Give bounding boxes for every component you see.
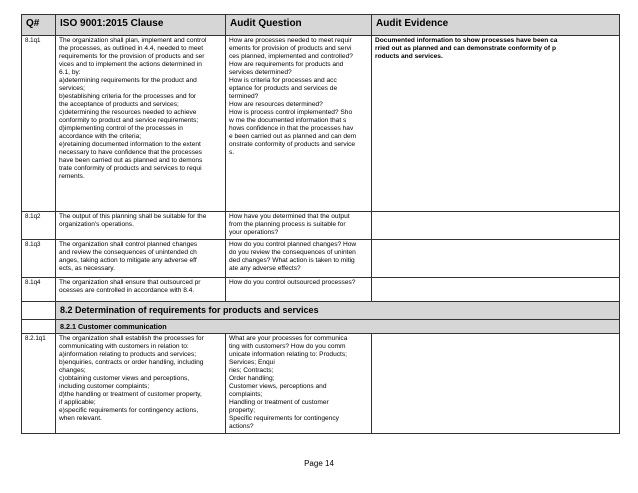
question-number: 8.2.1q1 (22, 334, 56, 434)
question-number: 8.1q1 (22, 36, 56, 212)
audit-question: How do you control planned changes? How do you review the consequences of uninten ded changes? What action is taken to mitig ate any adverse effects? (226, 240, 372, 278)
audit-evidence (372, 212, 620, 240)
section-row (22, 302, 620, 320)
table-row (22, 212, 620, 240)
subsection-title: 8.2.1 Customer communication (56, 320, 620, 334)
table-row (22, 334, 620, 434)
subsection-spacer (22, 320, 56, 334)
header-question: Audit Question (226, 15, 372, 36)
clause-text: The output of this planning shall be suitable for the organization's operations. (56, 212, 226, 240)
audit-evidence (372, 278, 620, 302)
question-number: 8.1q2 (22, 212, 56, 240)
header-evidence: Audit Evidence (372, 15, 620, 36)
section-spacer (22, 302, 56, 320)
question-number: 8.1q3 (22, 240, 56, 278)
table-header-row (22, 15, 620, 36)
table-row (22, 36, 620, 212)
clause-text: The organization shall control planned changes and review the consequences of unintended ch anges, taking action to mitigate any adverse eff ects, as necessary. (56, 240, 226, 278)
section-title: 8.2 Determination of requirements for products and services (56, 302, 620, 320)
clause-text: The organization shall establish the processes for communicating with customers in relation to: a)information relating to products and services; b)enquiries, contracts or order handling, including changes; c)obtaining customer views and perceptions, including customer complaints; d)the handling or treatment of customer property, if applicable; e)specific requirements for contingency actions, when relevant. (56, 334, 226, 434)
audit-question: How have you determined that the output from the planning process is suitable for your operations? (226, 212, 372, 240)
question-number: 8.1q4 (22, 278, 56, 302)
header-q: Q# (22, 15, 56, 36)
audit-evidence: Documented information to show processes have been ca rried out as planned and can demonstrate conformity of p roducts and services. (372, 36, 620, 212)
audit-question: What are your processes for communica ting with customers? How do you comm unicate information relating to: Products; Services; Enqui ries; Contracts; Order handling; Customer views, perceptions and complaints; Handling or treatment of customer property; Specific requirements for contingency actions? (226, 334, 372, 434)
clause-text: The organization shall ensure that outsourced pr ocesses are controlled in accordance with 8.4. (56, 278, 226, 302)
table-row (22, 240, 620, 278)
clause-text: The organization shall plan, implement and control the processes, as outlined in 4.4, needed to meet requirements for the provision of products and ser vices and to implement the actions determined in 6.1, by: a)determining requirements for the product and services; b)establishing criteria for the processes and for the acceptance of products and services; c)determining the resources needed to achieve conformity to product and service requirements; d)implementing control of the processes in accordance with the criteria; e)retaining documented information to the extent necessary to have confidence that the processes have been carried out as planned and to demons trate conformity of products and services to requi rements. (56, 36, 226, 212)
audit-question: How do you control outsourced processes? (226, 278, 372, 302)
page-number: Page 14 (304, 459, 334, 468)
audit-evidence (372, 240, 620, 278)
header-clause: ISO 9001:2015 Clause (56, 15, 226, 36)
audit-question: How are processes needed to meet requir ements for provision of products and servi ces planned, implemented and controlled? How are requirements for products and services determined? How is criteria for processes and acc eptance for products and services de termined? How are resources determined? How is process control implemented? Sho w me the documented information that s hows confidence in that the processes hav e been carried out as planned and can dem onstrate conformity of products and service s. (226, 36, 372, 212)
subsection-row (22, 320, 620, 334)
audit-evidence (372, 334, 620, 434)
table-row (22, 278, 620, 302)
audit-table (21, 14, 620, 434)
